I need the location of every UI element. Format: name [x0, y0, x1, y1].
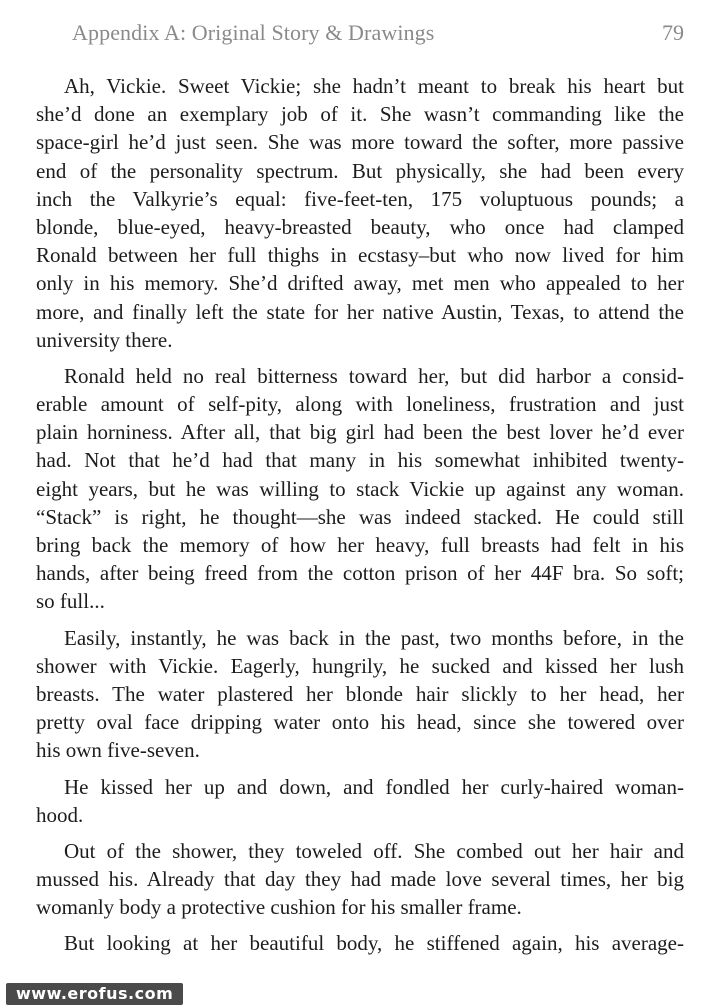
text-line: hands, after being freed from the cotton prison of her 44F bra. So soft; — [36, 561, 684, 586]
watermark-text: www.erofus.com — [16, 984, 174, 1003]
paragraph — [36, 362, 684, 616]
text-line: she’d done an exemplary job of it. She wasn’t commanding like the — [36, 102, 684, 127]
watermark-badge[interactable] — [6, 983, 183, 1005]
paragraph — [36, 773, 684, 829]
text-line: “Stack” is right, he thought—she was indeed stacked. He could still — [36, 504, 684, 529]
text-line: university there. — [36, 327, 173, 352]
text-line: erable amount of self-pity, along with loneliness, frustration and just — [36, 392, 684, 417]
text-line: more, and finally left the state for her native Austin, Texas, to attend the — [36, 299, 684, 324]
running-head-title: Appendix A: Original Story & Drawings — [72, 20, 435, 45]
text-line: womanly body a protective cushion for his smaller frame. — [36, 895, 522, 920]
paragraph — [36, 72, 684, 354]
text-line: Ah, Vickie. Sweet Vickie; she hadn’t meant to break his heart but — [64, 74, 684, 98]
text-line: mussed his. Already that day they had made love several times, her big — [36, 867, 684, 892]
paragraph — [36, 837, 684, 922]
text-line: Ronald held no real bitterness toward her, but did harbor a consid- — [64, 363, 684, 388]
paragraph — [36, 624, 684, 765]
text-line: Easily, instantly, he was back in the past, two months before, in the — [64, 625, 684, 650]
text-line: breasts. The water plastered her blonde hair slickly to her head, her — [36, 681, 684, 706]
text-line: his own five-seven. — [36, 738, 200, 763]
text-line: plain horniness. After all, that big girl had been the best lover he’d ever — [36, 420, 684, 445]
text-line: hood. — [36, 802, 84, 827]
text-line: Out of the shower, they toweled off. She combed out her hair and — [64, 838, 684, 863]
text-line: But looking at her beautiful body, he stiffened again, his average- — [64, 931, 684, 956]
text-line: inch the Valkyrie’s equal: five-feet-ten, 175 voluptuous pounds; a — [36, 186, 684, 211]
text-line: end of the personality spectrum. But physically, she had been every — [36, 158, 684, 183]
text-line: pretty oval face dripping water onto his head, since she towered over — [36, 710, 684, 735]
text-line: Ronald between her full thighs in ecstasy–but who now lived for him — [36, 243, 684, 268]
text-line: so full... — [36, 589, 105, 614]
paragraph — [36, 929, 684, 957]
page-number: 79 — [662, 20, 684, 45]
text-line: only in his memory. She’d drifted away, met men who appealed to her — [36, 271, 684, 296]
text-line: He kissed her up and down, and fondled her curly-haired woman- — [64, 774, 684, 799]
body-text — [36, 72, 684, 966]
text-line: eight years, but he was willing to stack Vickie up against any woman. — [36, 476, 684, 501]
text-line: shower with Vickie. Eagerly, hungrily, he sucked and kissed her lush — [36, 653, 684, 678]
text-line: bring back the memory of how her heavy, full breasts had felt in his — [36, 533, 684, 557]
text-line: space-girl he’d just seen. She was more toward the softer, more passive — [36, 130, 684, 155]
text-line: blonde, blue-eyed, heavy-breasted beauty, who once had clamped — [36, 214, 684, 239]
text-line: had. Not that he’d had that many in his somewhat inhibited twenty- — [36, 448, 684, 473]
